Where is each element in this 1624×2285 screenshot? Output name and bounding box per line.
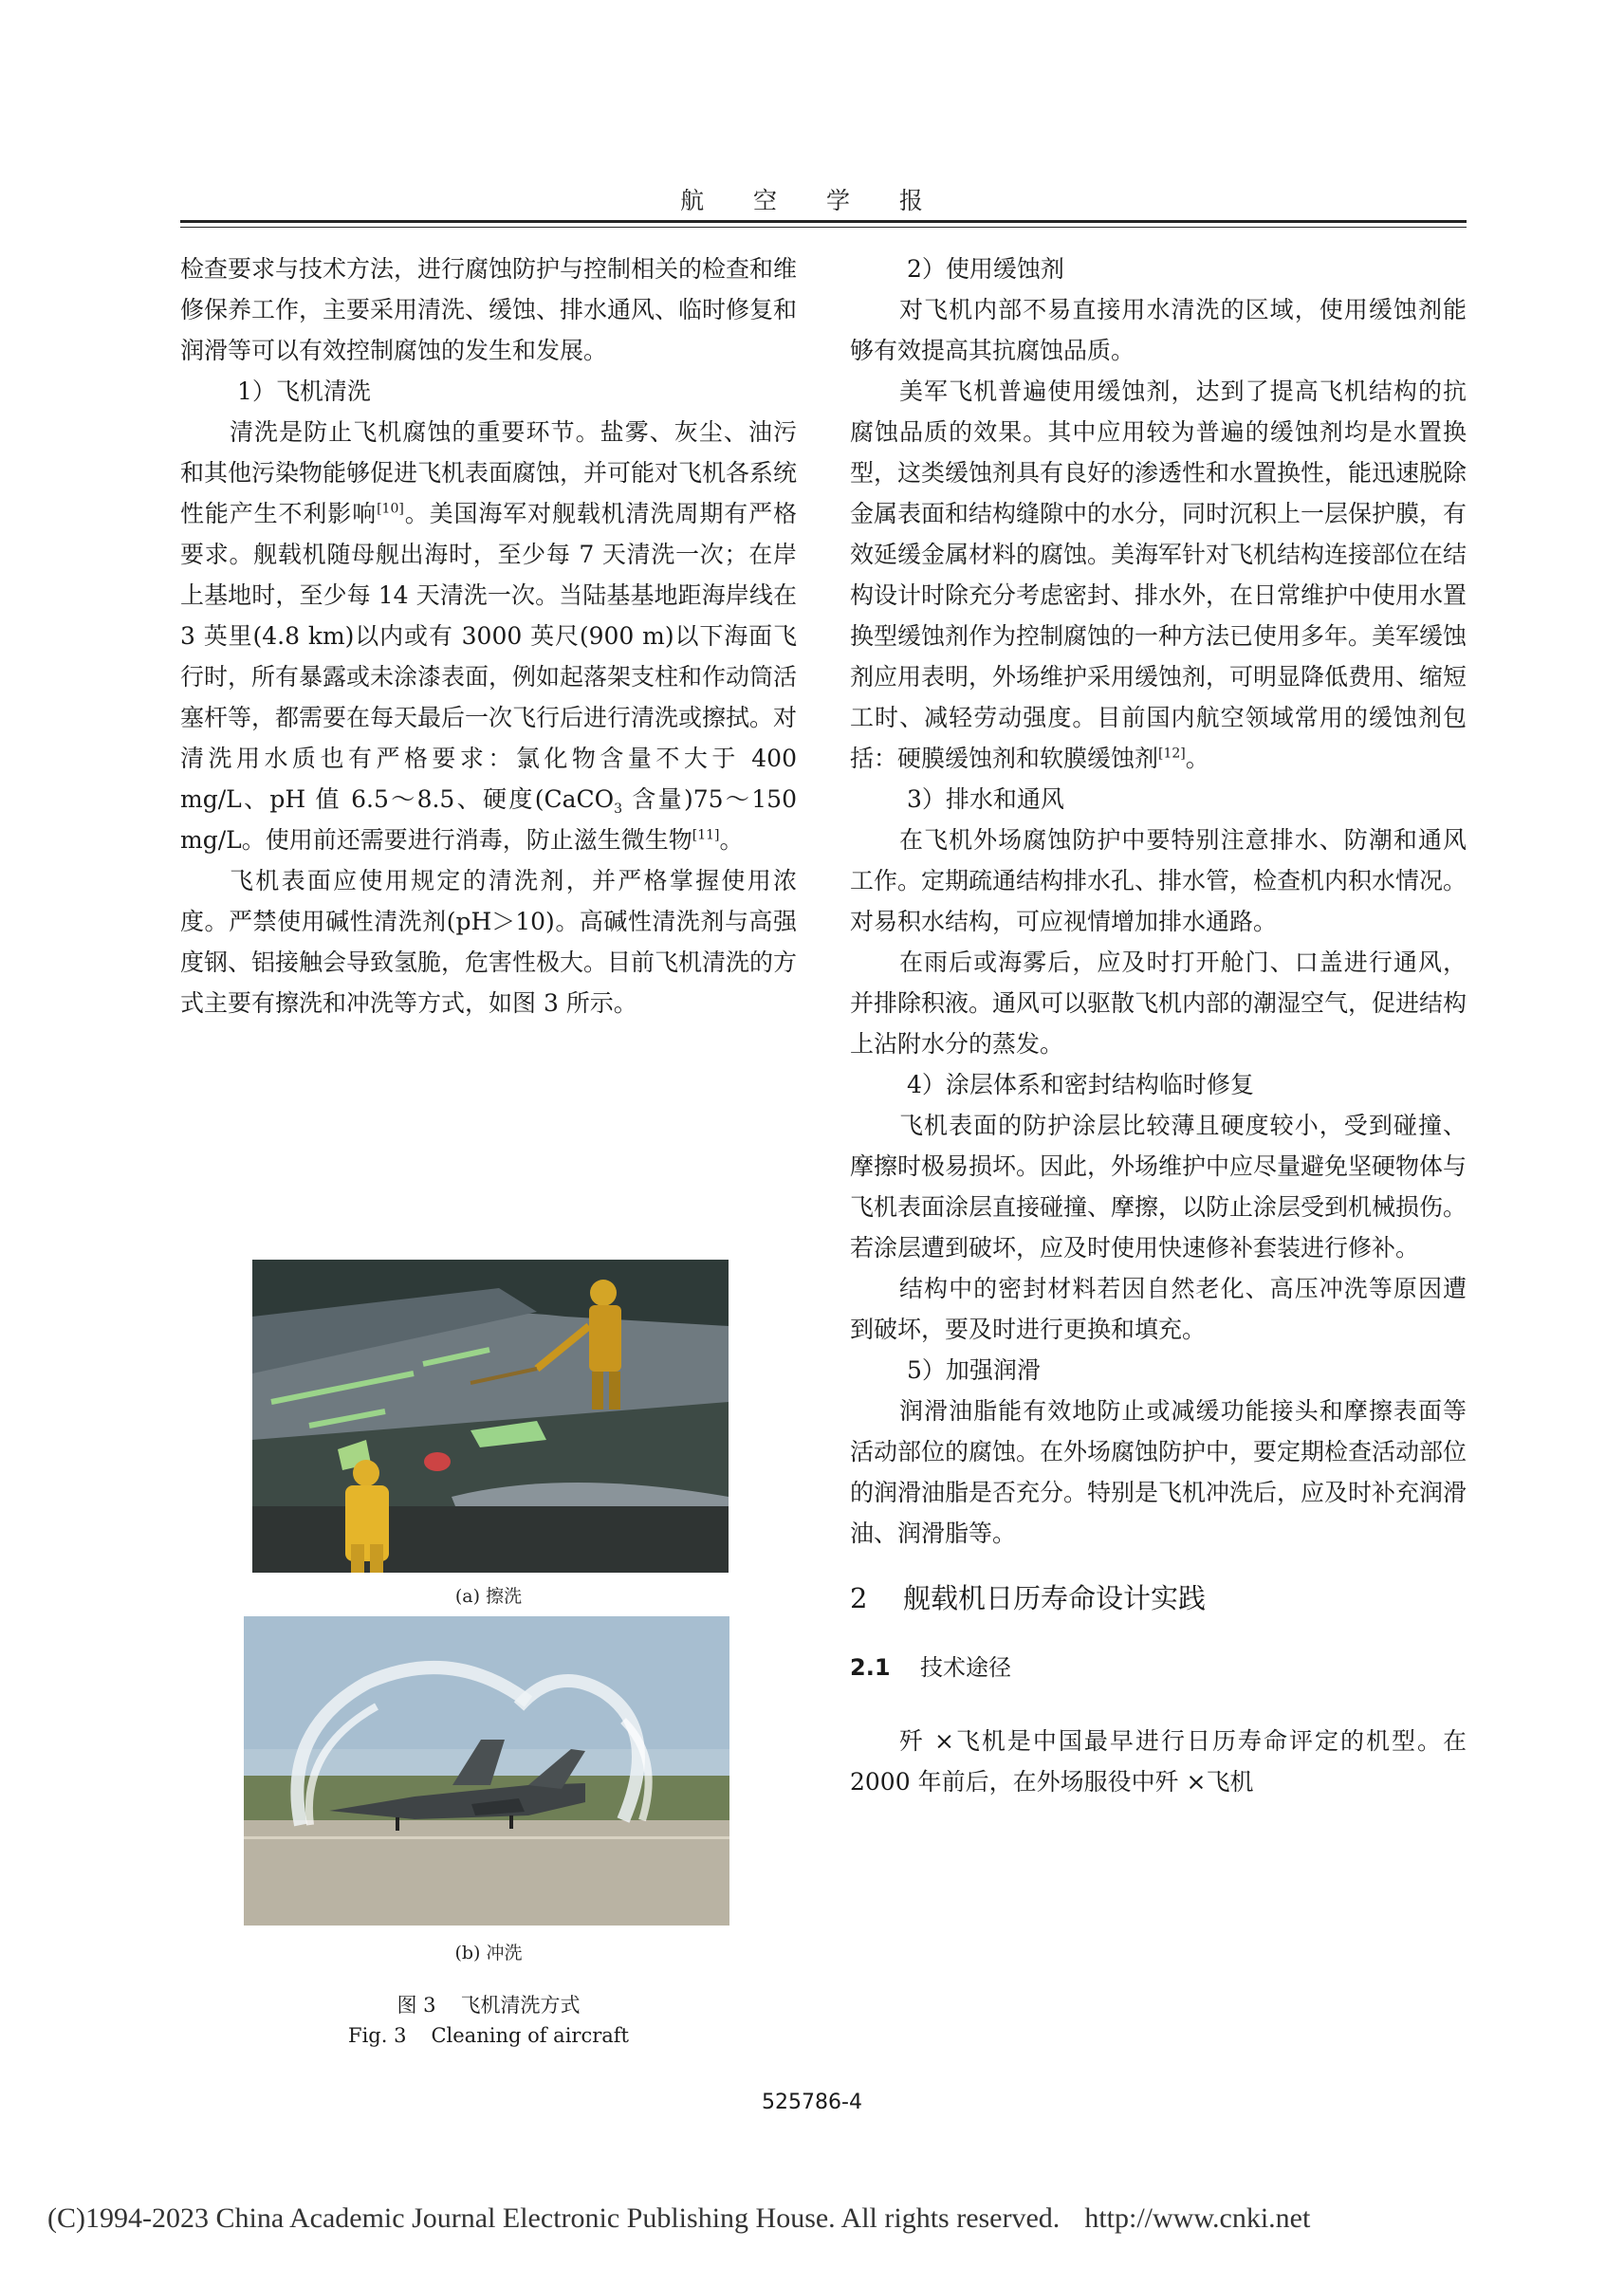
inhibitor-paragraph-2: 美军飞机普遍使用缓蚀剂，达到了提高飞机结构的抗腐蚀品质的效果。其中应用较为普遍的缓蚀剂均是水置换型，这类缓蚀剂具有良好的渗透性和水置换性，能迅速脱除金属表面和结构缝隙中的水分，同时沉积上一层保护膜，有效延缓金属材料的腐蚀。美海军针对飞机结构连接部位在结构设计时除充分考虑密封、排水外，在日常维护中使用水置换型缓蚀剂作为控制腐蚀的一种方法已使用多年。美军缓蚀剂应用表明，外场维护采用缓蚀剂，可明显降低费用、缩短工时、减轻劳动强度。目前国内航空领域常用的缓蚀剂包括：硬膜缓蚀剂和软膜缓蚀剂[12]。 [850, 378, 1467, 772]
drainage-paragraph-2: 在雨后或海雾后，应及时打开舱门、口盖进行通风，并排除积液。通风可以驱散飞机内部的潮湿空气，促进结构上沾附水分的蒸发。 [850, 949, 1467, 1058]
subheading-drainage-ventilation: 3）排水和通风 [907, 785, 1064, 813]
citation-10[interactable]: [10] [377, 501, 404, 517]
coating-paragraph-2: 结构中的密封材料若因自然老化、高压冲洗等原因遭到破坏，要及时进行更换和填充。 [850, 1275, 1467, 1343]
section-2-heading: 2 舰载机日历寿命设计实践 [850, 1582, 1207, 1614]
header-rule-thin [180, 227, 1467, 228]
copyright-footer: (C)1994-2023 China Academic Journal Electronic Publishing House. All rights reserved. http://www.cnki.net [47, 2202, 1311, 2234]
subheading-aircraft-cleaning: 1）飞机清洗 [237, 378, 371, 405]
drainage-paragraph-1: 在飞机外场腐蚀防护中要特别注意排水、防潮和通风工作。定期疏通结构排水孔、排水管，检查机内积水情况。对易积水结构，可应视情增加排水通路。 [850, 826, 1467, 935]
section-2-1-heading: 2.1 技术途径 [850, 1654, 1011, 1681]
subheading-corrosion-inhibitor: 2）使用缓蚀剂 [907, 255, 1064, 283]
subheading-lubrication: 5）加强润滑 [907, 1356, 1041, 1384]
right-column [850, 249, 1467, 1802]
lubrication-paragraph: 润滑油脂能有效地防止或减缓功能接头和摩擦表面等活动部位的腐蚀。在外场腐蚀防护中，要定期检查活动部位的润滑油脂是否充分。特别是飞机冲洗后，应及时补充润滑油、润滑脂等。 [850, 1397, 1467, 1547]
citation-12[interactable]: [12] [1158, 746, 1186, 762]
figure-caption-a: (a) 擦洗 [454, 1586, 523, 1607]
figure-caption-b: (b) 冲洗 [454, 1943, 523, 1963]
photo-rinsing [244, 1616, 729, 1926]
page-number: 525786-4 [762, 2091, 862, 2114]
coating-paragraph-1: 飞机表面的防护涂层比较薄且硬度较小，受到碰撞、摩擦时极易损坏。因此，外场维护中应尽量避免坚硬物体与飞机表面涂层直接碰撞、摩擦，以防止涂层受到机械损伤。若涂层遭到破坏，应及时使用快速修补套装进行修补。 [850, 1112, 1467, 1262]
inhibitor-paragraph-1: 对飞机内部不易直接用水清洗的区域，使用缓蚀剂能够有效提高其抗腐蚀品质。 [850, 296, 1467, 364]
header-rule-thick [180, 220, 1467, 223]
left-column [180, 249, 797, 1023]
photo-scrubbing [252, 1260, 729, 1573]
section-2-1-paragraph: 歼 ×飞机是中国最早进行日历寿命评定的机型。在 2000 年前后，在外场服役中歼 ×飞机 [850, 1727, 1467, 1796]
figure-title-cn: 图 3 飞机清洗方式 [397, 1994, 581, 2017]
journal-running-title: 航 空 学 报 [680, 187, 944, 214]
cleaning-paragraph-2: 飞机表面应使用规定的清洗剂，并严格掌握使用浓度。严禁使用碱性清洗剂(pH＞10)。高碱性清洗剂与高强度钢、铝接触会导致氢脆，危害性极大。目前飞机清洗的方式主要有擦洗和冲洗等方式，如图 3 所示。 [180, 867, 798, 1017]
figure-title-en: Fig. 3 Cleaning of aircraft [348, 2024, 629, 2047]
intro-paragraph: 检查要求与技术方法，进行腐蚀防护与控制相关的检查和维修保养工作，主要采用清洗、缓蚀、排水通风、临时修复和润滑等可以有效控制腐蚀的发生和发展。 [180, 255, 798, 364]
citation-11[interactable]: [11] [692, 827, 720, 843]
subheading-coating-repair: 4）涂层体系和密封结构临时修复 [907, 1071, 1254, 1098]
cnki-link[interactable]: http://www.cnki.net [1084, 2202, 1311, 2234]
cleaning-paragraph-1: 清洗是防止飞机腐蚀的重要环节。盐雾、灰尘、油污和其他污染物能够促进飞机表面腐蚀，并可能对飞机各系统性能产生不利影响[10]。美国海军对舰载机清洗周期有严格要求。舰载机随母舰出海时，至少每 7 天清洗一次；在岸上基地时，至少每 14 天清洗一次。当陆基基地距海岸线在 3 英里(4.8 km)以内或有 3000 英尺(900 m)以下海面飞行时，所有暴露或未涂漆表面，例如起落架支柱和作动筒活塞杆等，都需要在每天最后一次飞行后进行清洗或擦拭。对清洗用水质也有严格要求：氯化物含量不大于 400 mg/L、pH 值 6.5～8.5、硬度(CaCO$_3$ 含量)75～150 mg/L。使用前还需要进行消毒，防止滋生微生物[11]。 [180, 418, 798, 854]
